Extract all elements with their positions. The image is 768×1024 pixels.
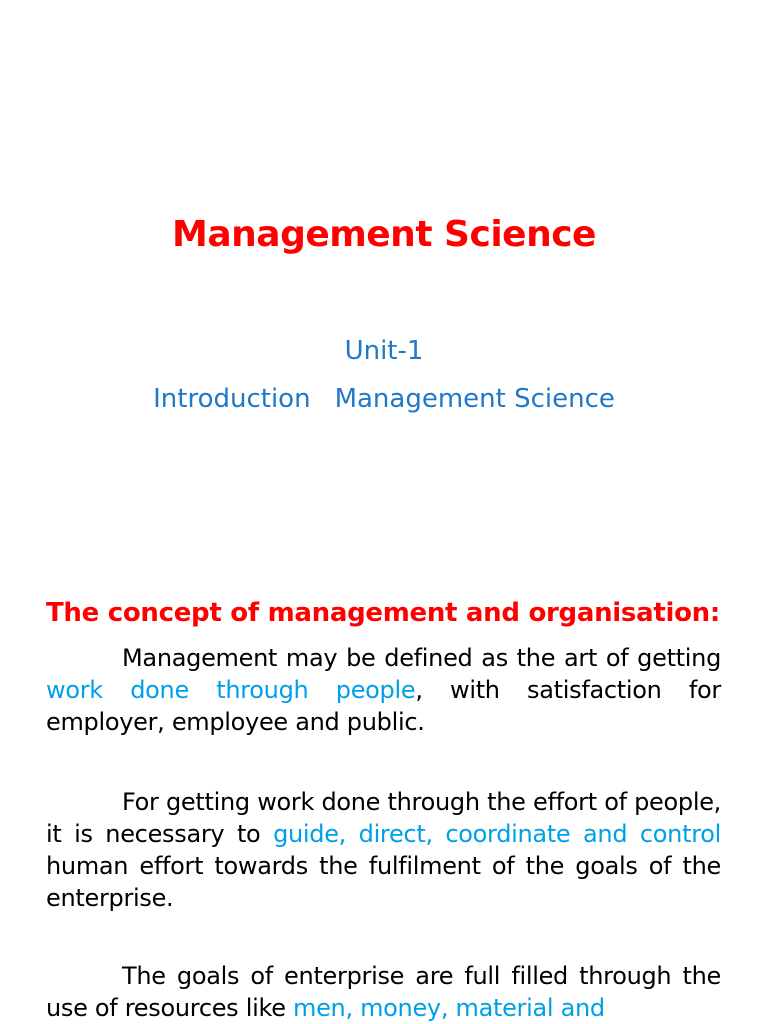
paragraph-3-highlight: men, money, material and xyxy=(292,994,605,1022)
paragraph-2-text-after: human effort towards the fulfilment of the goals of the enterprise. xyxy=(46,852,721,912)
paragraph-1 xyxy=(46,642,721,738)
intro-part-1: Introduction xyxy=(153,384,311,414)
intro-part-2: Management Science xyxy=(334,384,615,414)
page-title: Management Science xyxy=(172,214,596,255)
paragraph-1-highlight: work done through people xyxy=(46,676,416,704)
intro-subtitle xyxy=(0,384,768,414)
paragraph-2 xyxy=(46,786,721,914)
paragraph-1-text-after: , with satisfaction for employer, employee and public. xyxy=(46,676,721,736)
unit-label: Unit-1 xyxy=(344,336,424,366)
section-heading: The concept of management and organisation: xyxy=(46,598,720,628)
paragraph-2-highlight: guide, direct, coordinate and control xyxy=(273,820,721,848)
paragraph-2-text-before: For getting work done through the effort of people, it is necessary to xyxy=(46,788,721,848)
paragraph-3-text-before: The goals of enterprise are full filled through the use of resources like xyxy=(46,962,721,1022)
paragraph-3 xyxy=(46,960,721,1024)
paragraph-1-text-before: Management may be defined as the art of getting xyxy=(122,644,721,672)
